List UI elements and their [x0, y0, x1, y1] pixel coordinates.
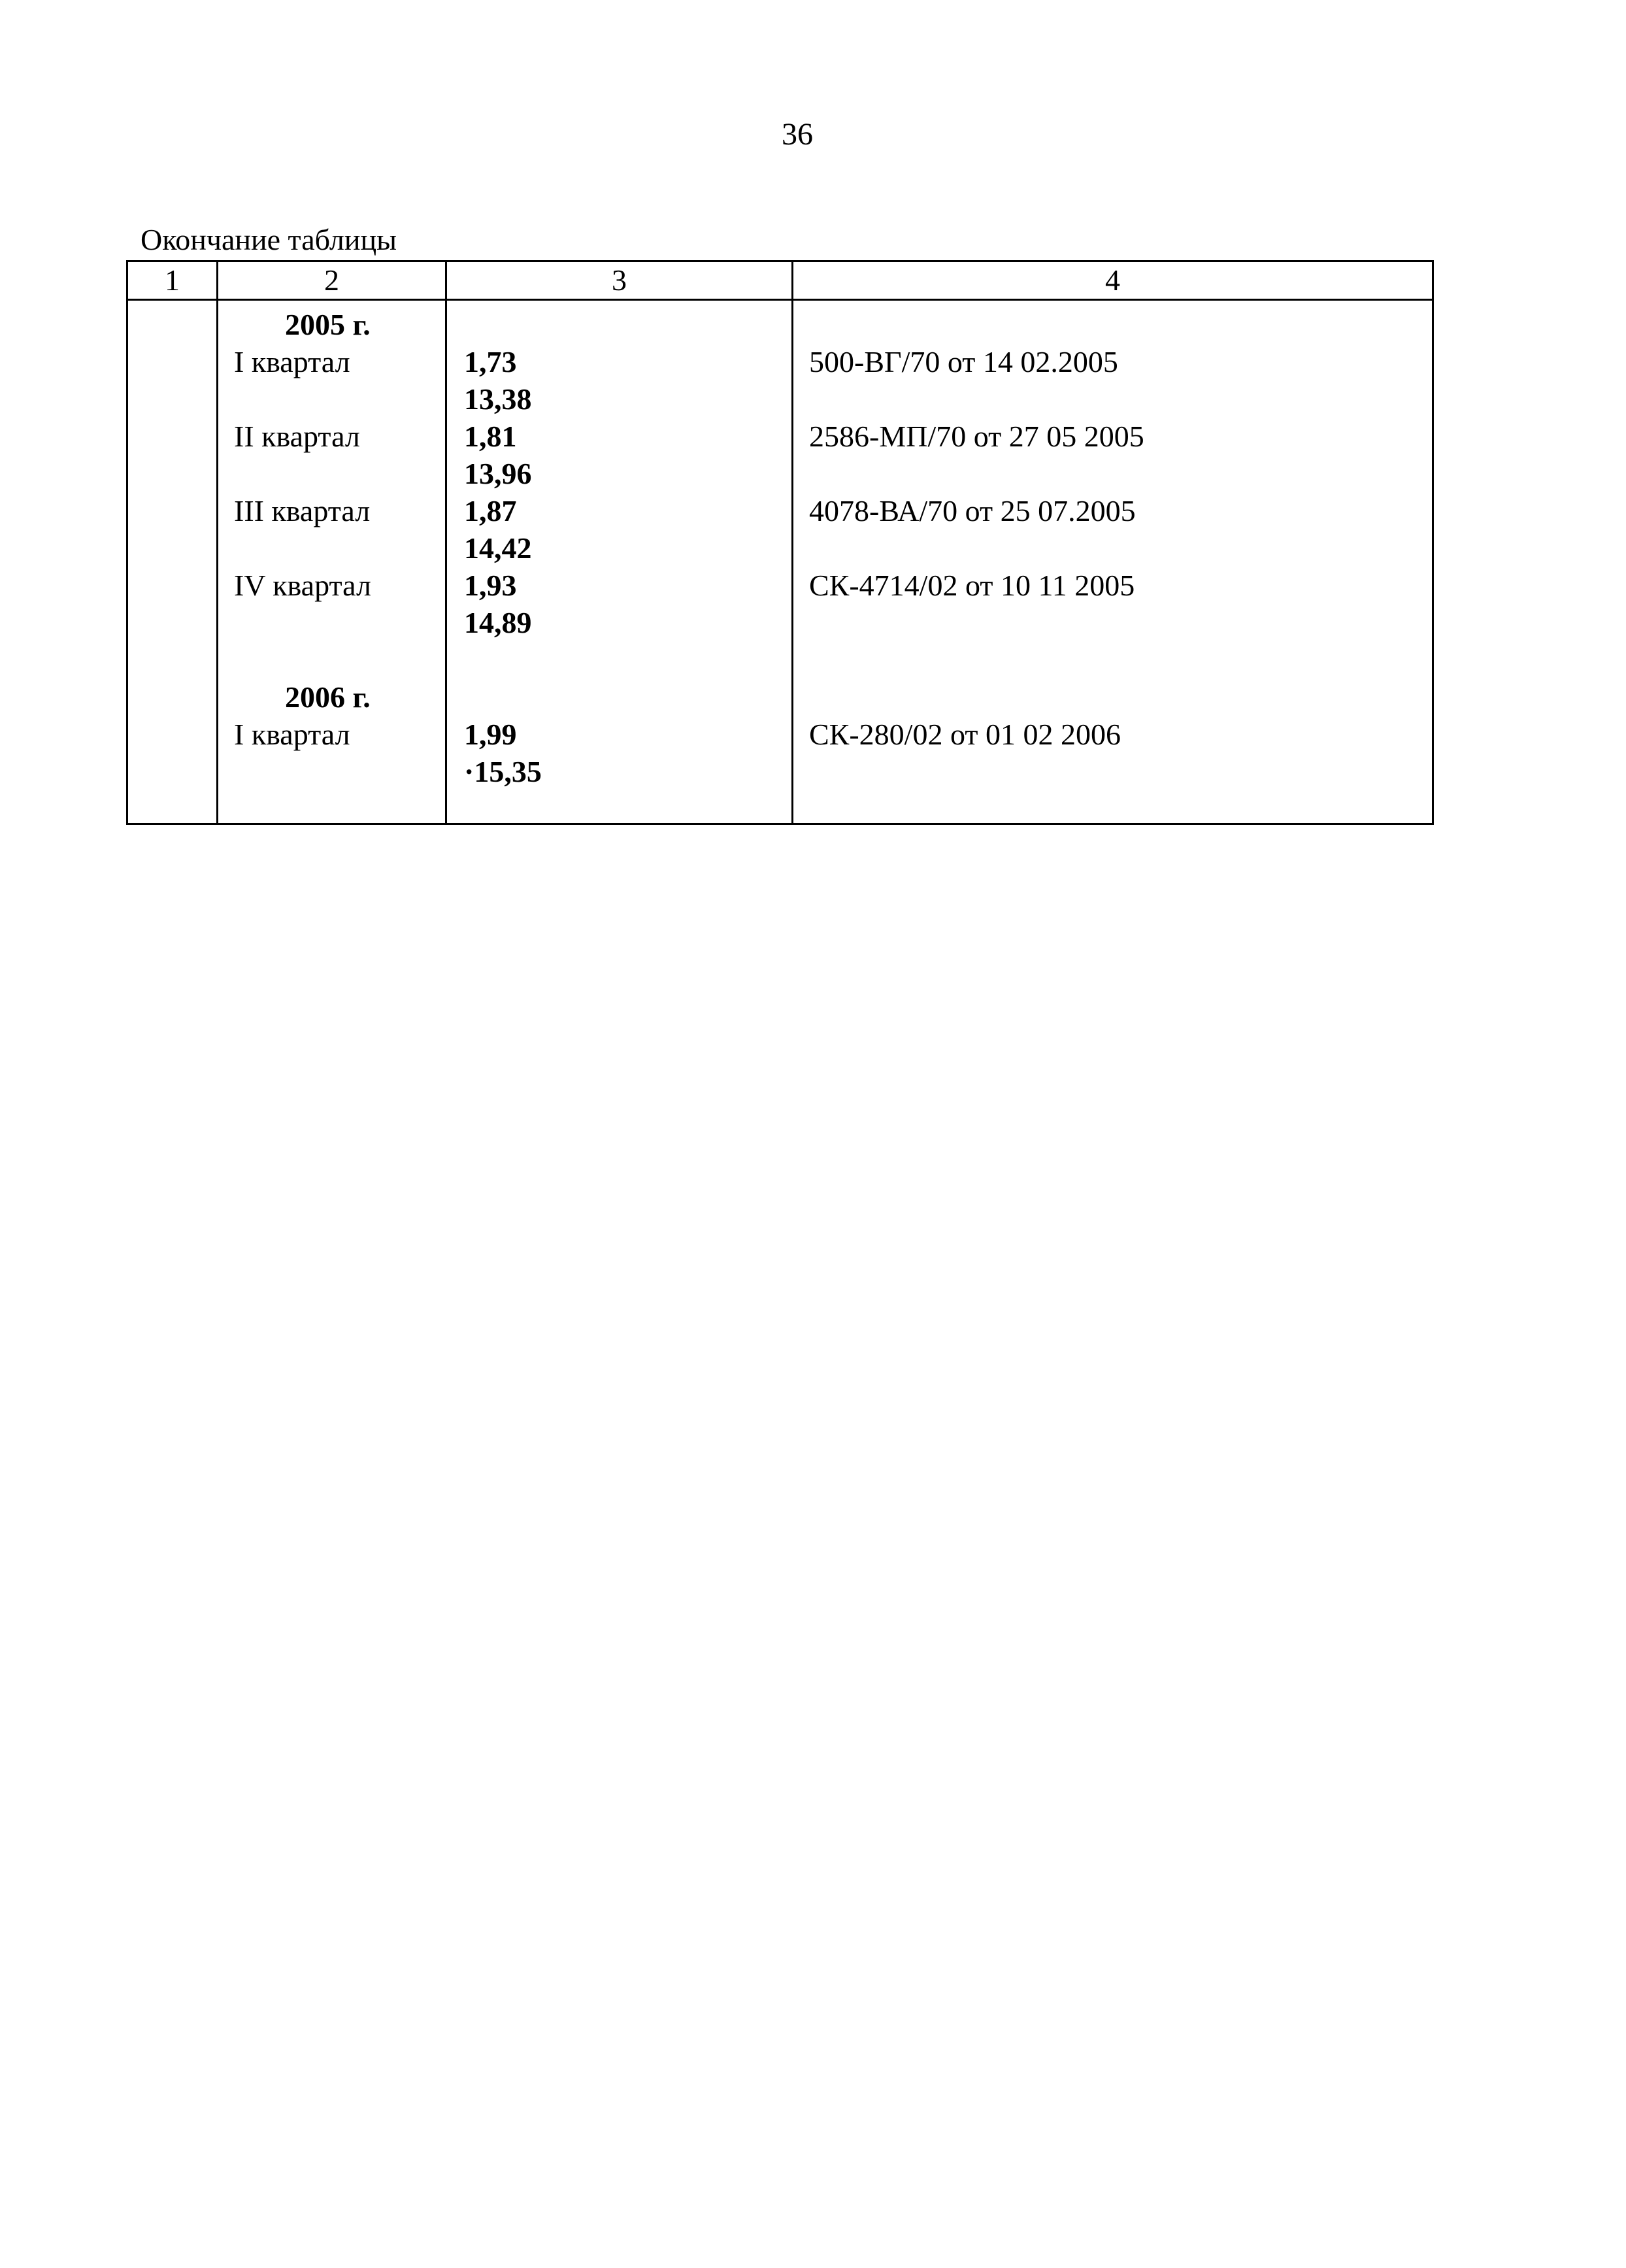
header-cell-1: 1: [127, 261, 218, 300]
quarter-label: [218, 529, 445, 567]
column-2-cell: [218, 300, 446, 824]
document-reference: [793, 641, 1432, 678]
value-line: 13,38: [464, 382, 532, 416]
table-header-row: [127, 261, 1433, 300]
quarter-label: [218, 604, 445, 641]
year-label: 2005 г.: [285, 308, 371, 341]
value-line: [447, 641, 791, 678]
column-1-cell: [127, 300, 218, 824]
year-label: 2006 г.: [285, 680, 371, 714]
quarter-label: I квартал: [234, 345, 350, 378]
table-body-row: [127, 300, 1433, 824]
value-line: 1,99: [464, 718, 517, 751]
quarter-label: [218, 380, 445, 418]
document-reference: [793, 604, 1432, 641]
data-table: [126, 260, 1434, 825]
page-number: 36: [782, 117, 813, 152]
quarter-label: [218, 455, 445, 492]
value-line: [447, 306, 791, 343]
value-line: 1,81: [464, 420, 517, 453]
quarter-label: [218, 753, 445, 790]
value-line: 1,93: [464, 569, 517, 602]
value-line: 14,42: [464, 531, 532, 565]
document-reference: СК-4714/02 от 10 11 2005: [809, 569, 1135, 602]
column-3-cell: [446, 300, 793, 824]
value-line: 13,96: [464, 457, 532, 490]
quarter-label: II квартал: [234, 420, 360, 453]
column-4-cell: [793, 300, 1433, 824]
document-reference: [793, 678, 1432, 716]
value-line: [447, 678, 791, 716]
value-line: 1,73: [464, 345, 517, 378]
quarter-label: IV квартал: [234, 569, 371, 602]
header-cell-4: 4: [793, 261, 1433, 300]
document-reference: 4078-ВА/70 от 25 07.2005: [809, 494, 1136, 527]
document-reference: 2586-МП/70 от 27 05 2005: [809, 420, 1144, 453]
document-reference: [793, 306, 1432, 343]
document-reference: 500-ВГ/70 от 14 02.2005: [809, 345, 1118, 378]
quarter-label: III квартал: [234, 494, 371, 527]
header-cell-3: 3: [446, 261, 793, 300]
value-line: 1,87: [464, 494, 517, 527]
document-reference: [793, 753, 1432, 790]
value-line: ·15,35: [464, 755, 542, 788]
spacer-line: [218, 641, 445, 678]
quarter-label: I квартал: [234, 718, 350, 751]
table-caption: Окончание таблицы: [141, 223, 397, 256]
value-line: 14,89: [464, 606, 532, 639]
document-reference: [793, 529, 1432, 567]
document-reference: СК-280/02 от 01 02 2006: [809, 718, 1121, 751]
document-reference: [793, 380, 1432, 418]
document-reference: [793, 455, 1432, 492]
header-cell-2: 2: [218, 261, 446, 300]
